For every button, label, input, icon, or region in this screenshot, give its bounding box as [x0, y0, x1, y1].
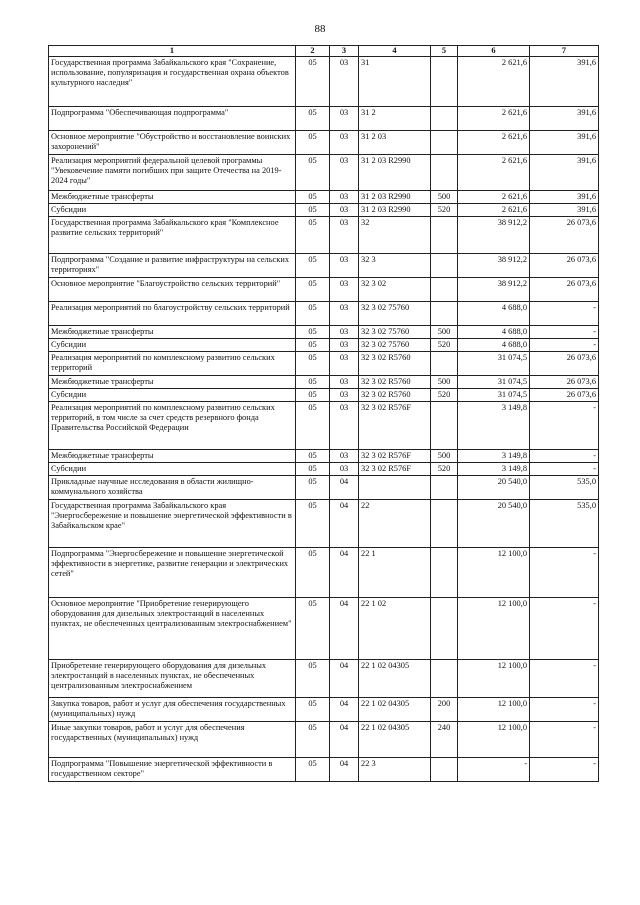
row-name: Основное мероприятие "Благоустройство сельских территорий"	[49, 278, 296, 302]
row-name: Основное мероприятие "Обустройство и восстановление воинских захоронений"	[49, 131, 296, 155]
row-target-article: 32	[359, 217, 431, 254]
row-name: Реализация мероприятий по комплексному развитию сельских территорий, в том числе за счет средств резервного фонда Правительства Российской Федерации	[49, 402, 296, 450]
row-expense-type	[431, 131, 458, 155]
row-target-article: 31 2 03 R2990	[359, 155, 431, 191]
row-target-article: 22 1 02 04305	[359, 722, 431, 758]
table-row	[49, 376, 599, 389]
row-target-article: 32 3 02 R5760	[359, 376, 431, 389]
row-amount-total: 12 100,0	[458, 698, 530, 722]
row-section: 05	[296, 758, 330, 782]
row-name: Межбюджетные трансферты	[49, 326, 296, 339]
row-name: Межбюджетные трансферты	[49, 450, 296, 463]
row-section: 05	[296, 463, 330, 476]
row-section: 05	[296, 500, 330, 548]
row-amount-total: 4 688,0	[458, 326, 530, 339]
header-col-1: 1	[49, 46, 296, 57]
row-subsection: 03	[330, 402, 359, 450]
row-amount-federal: 26 073,6	[530, 389, 599, 402]
row-name: Иные закупки товаров, работ и услуг для обеспечения государственных (муниципальных) нужд	[49, 722, 296, 758]
row-amount-total: 31 074,5	[458, 376, 530, 389]
row-amount-total: 2 621,6	[458, 107, 530, 131]
row-amount-federal: 535,0	[530, 476, 599, 500]
table-row	[49, 107, 599, 131]
row-section: 05	[296, 191, 330, 204]
table-row	[49, 463, 599, 476]
row-amount-total: 20 540,0	[458, 476, 530, 500]
row-expense-type	[431, 155, 458, 191]
row-subsection: 04	[330, 698, 359, 722]
row-amount-total: 2 621,6	[458, 57, 530, 107]
row-subsection: 04	[330, 476, 359, 500]
header-col-2: 2	[296, 46, 330, 57]
row-name: Государственная программа Забайкальского края "Энергосбережение и повышение энергетической эффективности в Забайкальском крае"	[49, 500, 296, 548]
row-section: 05	[296, 548, 330, 598]
row-name: Субсидии	[49, 339, 296, 352]
row-expense-type	[431, 402, 458, 450]
row-amount-total: 2 621,6	[458, 191, 530, 204]
row-section: 05	[296, 352, 330, 376]
row-name: Межбюджетные трансферты	[49, 376, 296, 389]
row-subsection: 04	[330, 722, 359, 758]
page-number: 88	[314, 23, 326, 35]
row-name: Приобретение генерирующего оборудования для дизельных электростанций в населенных пунктах, не обеспеченных централизованным электроснабжением	[49, 660, 296, 698]
row-amount-federal: 26 073,6	[530, 376, 599, 389]
row-name: Подпрограмма "Создание и развитие инфраструктуры на сельских территориях"	[49, 254, 296, 278]
table-row	[49, 722, 599, 758]
row-subsection: 04	[330, 500, 359, 548]
row-subsection: 03	[330, 254, 359, 278]
row-subsection: 03	[330, 191, 359, 204]
table-row	[49, 758, 599, 782]
header-col-4: 4	[359, 46, 431, 57]
row-section: 05	[296, 660, 330, 698]
row-subsection: 04	[330, 758, 359, 782]
row-section: 05	[296, 698, 330, 722]
row-target-article: 31 2	[359, 107, 431, 131]
table-header-row	[49, 46, 599, 57]
row-section: 05	[296, 254, 330, 278]
table-row	[49, 302, 599, 326]
row-name: Государственная программа Забайкальского края "Сохранение, использование, популяризация и государственная охрана объектов культурного наследия"	[49, 57, 296, 107]
row-subsection: 03	[330, 450, 359, 463]
row-target-article: 22 1	[359, 548, 431, 598]
row-subsection: 03	[330, 326, 359, 339]
row-subsection: 03	[330, 217, 359, 254]
row-section: 05	[296, 389, 330, 402]
row-expense-type: 520	[431, 339, 458, 352]
row-name: Основное мероприятие "Приобретение генерирующего оборудования для дизельных электростанций в населенных пунктах, не обеспеченных централизованным электроснабжением"	[49, 598, 296, 660]
row-amount-federal: -	[530, 450, 599, 463]
row-amount-total: 2 621,6	[458, 155, 530, 191]
row-section: 05	[296, 476, 330, 500]
table-row	[49, 389, 599, 402]
row-amount-federal: -	[530, 548, 599, 598]
row-expense-type	[431, 660, 458, 698]
row-target-article: 32 3 02 75760	[359, 326, 431, 339]
header-col-6: 6	[458, 46, 530, 57]
row-amount-total: 4 688,0	[458, 302, 530, 326]
row-name: Субсидии	[49, 389, 296, 402]
row-target-article: 32 3 02 R5760	[359, 352, 431, 376]
table-row	[49, 476, 599, 500]
row-section: 05	[296, 326, 330, 339]
row-target-article: 32 3 02 75760	[359, 339, 431, 352]
row-target-article: 32 3 02	[359, 278, 431, 302]
row-section: 05	[296, 131, 330, 155]
row-amount-federal: -	[530, 402, 599, 450]
row-expense-type	[431, 254, 458, 278]
row-subsection: 03	[330, 463, 359, 476]
row-expense-type: 520	[431, 463, 458, 476]
table-row	[49, 204, 599, 217]
row-name: Межбюджетные трансферты	[49, 191, 296, 204]
row-amount-total: 38 912,2	[458, 254, 530, 278]
row-section: 05	[296, 722, 330, 758]
row-target-article: 22 1 02 04305	[359, 698, 431, 722]
row-subsection: 04	[330, 548, 359, 598]
table-row	[49, 598, 599, 660]
row-name: Субсидии	[49, 204, 296, 217]
row-name: Государственная программа Забайкальского края "Комплексное развитие сельских территорий"	[49, 217, 296, 254]
row-section: 05	[296, 155, 330, 191]
row-subsection: 03	[330, 204, 359, 217]
row-section: 05	[296, 450, 330, 463]
row-expense-type	[431, 57, 458, 107]
row-expense-type: 500	[431, 326, 458, 339]
row-name: Реализация мероприятий по благоустройству сельских территорий	[49, 302, 296, 326]
row-expense-type: 520	[431, 389, 458, 402]
row-subsection: 03	[330, 376, 359, 389]
table-row	[49, 155, 599, 191]
row-amount-federal: 391,6	[530, 191, 599, 204]
table-row	[49, 57, 599, 107]
row-amount-total: 2 621,6	[458, 204, 530, 217]
row-subsection: 03	[330, 339, 359, 352]
row-target-article: 22 1 02 04305	[359, 660, 431, 698]
row-amount-federal: -	[530, 302, 599, 326]
row-section: 05	[296, 302, 330, 326]
row-expense-type	[431, 217, 458, 254]
row-name: Прикладные научные исследования в области жилищно-коммунального хозяйства	[49, 476, 296, 500]
row-section: 05	[296, 278, 330, 302]
row-section: 05	[296, 57, 330, 107]
row-amount-total: 38 912,2	[458, 278, 530, 302]
row-expense-type	[431, 500, 458, 548]
table-body	[49, 57, 599, 782]
row-expense-type	[431, 302, 458, 326]
row-subsection: 03	[330, 302, 359, 326]
row-target-article: 22	[359, 500, 431, 548]
row-amount-total: 20 540,0	[458, 500, 530, 548]
header-col-7: 7	[530, 46, 599, 57]
row-name: Подпрограмма "Повышение энергетической эффективности в государственном секторе"	[49, 758, 296, 782]
row-target-article: 32 3	[359, 254, 431, 278]
row-subsection: 04	[330, 660, 359, 698]
row-amount-federal: 535,0	[530, 500, 599, 548]
row-target-article: 32 3 02 75760	[359, 302, 431, 326]
row-subsection: 03	[330, 131, 359, 155]
row-amount-federal: 391,6	[530, 155, 599, 191]
row-amount-federal: 26 073,6	[530, 254, 599, 278]
row-amount-federal: -	[530, 660, 599, 698]
table-row	[49, 191, 599, 204]
row-subsection: 03	[330, 278, 359, 302]
table-row	[49, 660, 599, 698]
row-amount-total: 31 074,5	[458, 389, 530, 402]
row-target-article	[359, 476, 431, 500]
row-amount-federal: 391,6	[530, 131, 599, 155]
row-amount-federal: 391,6	[530, 107, 599, 131]
table-row	[49, 500, 599, 548]
row-amount-total: 4 688,0	[458, 339, 530, 352]
row-section: 05	[296, 204, 330, 217]
row-target-article: 22 1 02	[359, 598, 431, 660]
row-name: Субсидии	[49, 463, 296, 476]
table-row	[49, 254, 599, 278]
header-col-3: 3	[330, 46, 359, 57]
row-target-article: 31	[359, 57, 431, 107]
row-subsection: 04	[330, 598, 359, 660]
header-col-5: 5	[431, 46, 458, 57]
row-expense-type	[431, 352, 458, 376]
row-amount-total: 2 621,6	[458, 131, 530, 155]
row-subsection: 03	[330, 389, 359, 402]
row-amount-total: 12 100,0	[458, 660, 530, 698]
row-name: Реализация мероприятий по комплексному развитию сельских территорий	[49, 352, 296, 376]
row-expense-type	[431, 548, 458, 598]
row-amount-federal: -	[530, 463, 599, 476]
row-target-article: 32 3 02 R576F	[359, 463, 431, 476]
row-expense-type: 500	[431, 191, 458, 204]
row-expense-type	[431, 758, 458, 782]
table-row	[49, 352, 599, 376]
row-expense-type: 240	[431, 722, 458, 758]
table-row	[49, 450, 599, 463]
table-row	[49, 402, 599, 450]
row-target-article: 32 3 02 R576F	[359, 402, 431, 450]
row-name: Закупка товаров, работ и услуг для обеспечения государственных (муниципальных) нужд	[49, 698, 296, 722]
row-target-article: 22 3	[359, 758, 431, 782]
row-amount-federal: 26 073,6	[530, 352, 599, 376]
row-amount-federal: -	[530, 698, 599, 722]
row-subsection: 03	[330, 155, 359, 191]
row-name: Подпрограмма "Энергосбережение и повышение энергетической эффективности в энергетике, развитие генерации и электрических сетей"	[49, 548, 296, 598]
row-amount-total: 12 100,0	[458, 722, 530, 758]
row-amount-federal: 391,6	[530, 57, 599, 107]
row-subsection: 03	[330, 352, 359, 376]
row-amount-federal: -	[530, 758, 599, 782]
table-row	[49, 339, 599, 352]
row-target-article: 32 3 02 R5760	[359, 389, 431, 402]
row-amount-total: 3 149,8	[458, 450, 530, 463]
row-target-article: 31 2 03 R2990	[359, 191, 431, 204]
row-section: 05	[296, 402, 330, 450]
table-row	[49, 548, 599, 598]
row-subsection: 03	[330, 107, 359, 131]
row-section: 05	[296, 598, 330, 660]
row-amount-total: 38 912,2	[458, 217, 530, 254]
row-amount-federal: -	[530, 598, 599, 660]
row-amount-total: 12 100,0	[458, 598, 530, 660]
row-expense-type	[431, 107, 458, 131]
row-amount-total: 3 149,8	[458, 402, 530, 450]
row-amount-federal: -	[530, 326, 599, 339]
row-target-article: 31 2 03 R2990	[359, 204, 431, 217]
row-target-article: 31 2 03	[359, 131, 431, 155]
table-row	[49, 326, 599, 339]
row-section: 05	[296, 107, 330, 131]
row-amount-federal: 391,6	[530, 204, 599, 217]
row-amount-federal: 26 073,6	[530, 278, 599, 302]
row-expense-type: 200	[431, 698, 458, 722]
row-amount-total: 3 149,8	[458, 463, 530, 476]
row-amount-federal: -	[530, 339, 599, 352]
row-expense-type: 500	[431, 450, 458, 463]
row-amount-total: 12 100,0	[458, 548, 530, 598]
row-amount-total: 31 074,5	[458, 352, 530, 376]
row-expense-type	[431, 598, 458, 660]
table-row	[49, 278, 599, 302]
row-amount-federal: 26 073,6	[530, 217, 599, 254]
row-expense-type	[431, 278, 458, 302]
row-amount-federal: -	[530, 722, 599, 758]
table-row	[49, 217, 599, 254]
row-section: 05	[296, 339, 330, 352]
row-expense-type: 520	[431, 204, 458, 217]
row-expense-type	[431, 476, 458, 500]
row-name: Подпрограмма "Обеспечивающая подпрограмма"	[49, 107, 296, 131]
budget-table	[48, 45, 599, 782]
row-section: 05	[296, 217, 330, 254]
row-expense-type: 500	[431, 376, 458, 389]
row-section: 05	[296, 376, 330, 389]
row-target-article: 32 3 02 R576F	[359, 450, 431, 463]
table-row	[49, 131, 599, 155]
table-row	[49, 698, 599, 722]
row-name: Реализация мероприятий федеральной целевой программы "Увековечение памяти погибших при защите Отечества на 2019-2024 годы"	[49, 155, 296, 191]
row-subsection: 03	[330, 57, 359, 107]
row-amount-total: -	[458, 758, 530, 782]
